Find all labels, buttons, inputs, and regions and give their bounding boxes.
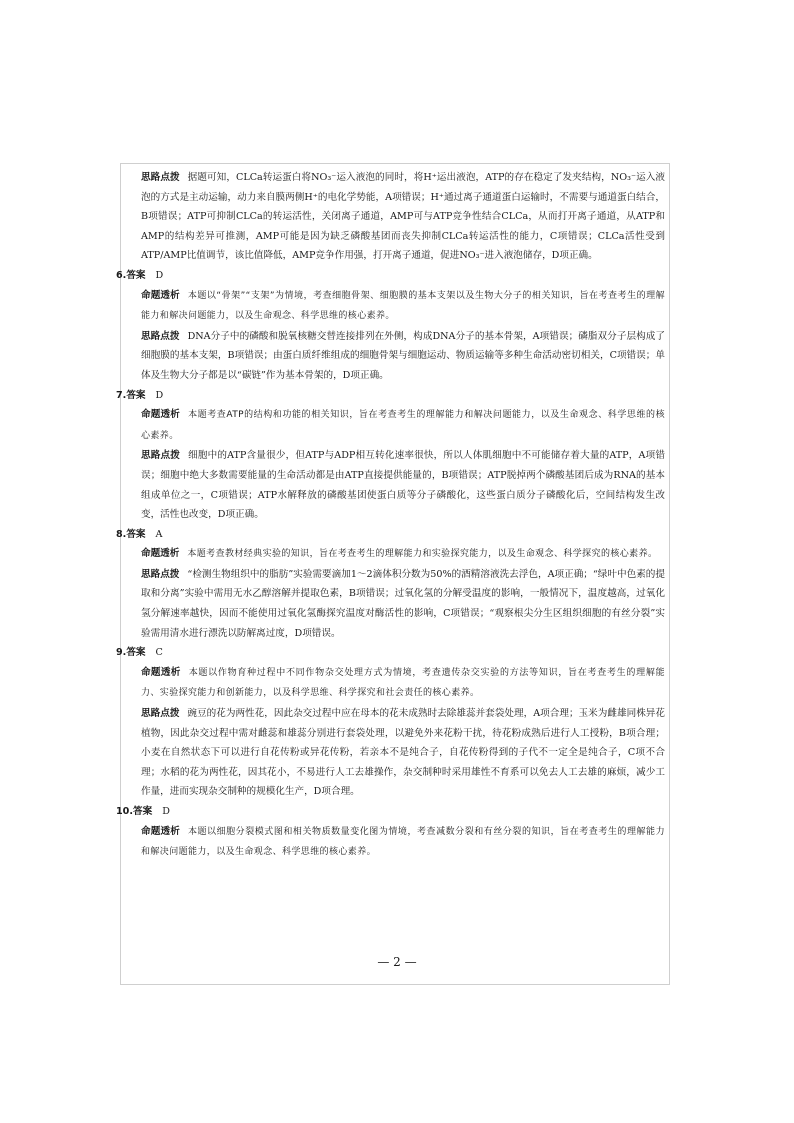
question-number: 7. bbox=[116, 389, 127, 401]
answer-value: D bbox=[162, 806, 170, 817]
analysis-paragraph bbox=[141, 286, 665, 327]
explanation-paragraph bbox=[141, 565, 665, 643]
block-label: 思路点拨 bbox=[141, 172, 180, 183]
question-number: 6. bbox=[116, 269, 127, 281]
block-text: 本题以“骨架”“支架”为情境，考查细胞骨架、细胞膜的基本支架以及生物大分子的相关知识，旨在考查考生的理解能力和解决问题能力，以及生命观念、科学思维的核心素养。 bbox=[141, 290, 666, 322]
answer-row bbox=[116, 386, 665, 406]
block-label: 思路点拨 bbox=[141, 330, 180, 342]
answer-label: 答案 bbox=[133, 806, 153, 817]
block-text: 本题以作物育种过程中不同作物杂交处理方式为情境，考查遗传杂交实验的方法等知识，旨在考查考生的理解能力、实验探究能力和创新能力，以及科学思维、科学探究和社会责任的核心素养。 bbox=[141, 667, 665, 699]
analysis-paragraph bbox=[141, 544, 665, 565]
block-label: 命题透析 bbox=[141, 548, 180, 560]
answer-content bbox=[116, 168, 666, 863]
explanation-paragraph bbox=[141, 446, 665, 524]
answer-label: 答案 bbox=[126, 269, 146, 281]
block-label: 命题透析 bbox=[141, 666, 181, 678]
explanation-paragraph bbox=[141, 168, 665, 266]
analysis-paragraph bbox=[141, 822, 665, 863]
question-number: 8. bbox=[116, 528, 127, 540]
block-text: “检测生物组织中的脂肪”实验需要滴加1～2滴体积分数为50%的酒精溶液洗去浮色，A项正确；“绿叶中色素的提取和分离”实验中需用无水乙醇溶解并提取色素，B项错误；过氧化氢的分解受温度的影响，一般情况下，温度越高，过氧化氢分解速率越快，因而不能使用过氧化氢酶探究温度对酶活性的影响，C项错误；“观察根尖分生区组织细胞的有丝分裂”实验需用清水进行漂洗以防解离过度，D项错误。 bbox=[141, 568, 665, 639]
answer-value: D bbox=[155, 389, 164, 401]
answer-row bbox=[116, 266, 665, 286]
block-label: 命题透析 bbox=[141, 289, 180, 301]
answer-label: 答案 bbox=[126, 389, 146, 401]
answer-value: A bbox=[155, 528, 163, 540]
block-label: 思路点拨 bbox=[141, 568, 180, 580]
block-label: 命题透析 bbox=[141, 825, 180, 837]
block-text: 细胞中的ATP含量很少，但ATP与ADP相互转化速率很快，所以人体肌细胞中不可能储存着大量的ATP，A项错误；细胞中绝大多数需要能量的生命活动都是由ATP直接提供能量的，B项错误；ATP脱掉两个磷酸基团后成为RNA的基本组成单位之一，C项错误；ATP水解释放的磷酸基团使蛋白质等分子磷酸化，这些蛋白质分子磷酸化后，空间结构发生改变，活性也改变，D项正确。 bbox=[141, 450, 666, 521]
page-number: — 2 — bbox=[377, 955, 417, 969]
block-text: 豌豆的花为两性花，因此杂交过程中应在母本的花未成熟时去除雄蕊并套袋处理，A项合理；玉米为雌雄同株异花植物，因此杂交过程中需对雌蕊和雄蕊分别进行套袋处理，以避免外来花粉干扰，待花粉成熟后进行人工授粉，B项合理；小麦在自然状态下可以进行自花传粉或异花传粉，若亲本不是纯合子，自花传粉得到的子代不一定全是纯合子，C项不合理；水稻的花为两性花，因其花小，不易进行人工去雄操作，杂交制种时采用雄性不育系可以免去人工去雄的麻烦，减少工作量，进而实现杂交制种的规模化生产，D项合理。 bbox=[141, 708, 665, 798]
question-number: 10. bbox=[116, 806, 133, 817]
block-label: 思路点拨 bbox=[141, 708, 180, 720]
answer-row bbox=[116, 802, 665, 822]
answer-row bbox=[116, 525, 665, 545]
question-number: 9. bbox=[116, 647, 127, 659]
block-label: 命题透析 bbox=[141, 409, 181, 421]
explanation-paragraph bbox=[141, 704, 665, 802]
block-text: 本题以细胞分裂模式图和相关物质数量变化图为情境，考查减数分裂和有丝分裂的知识，旨在考查考生的理解能力和解决问题能力，以及生命观念、科学思维的核心素养。 bbox=[141, 826, 665, 858]
block-text: DNA分子中的磷酸和脱氧核糖交替连接排列在外侧，构成DNA分子的基本骨架，A项错误；磷脂双分子层构成了细胞膜的基本支架，B项错误；由蛋白质纤维组成的细胞骨架与细胞运动、物质运输等多种生命活动密切相关，C项错误；单体及生物大分子都是以“碳链”作为基本骨架的，D项正确。 bbox=[141, 330, 665, 381]
explanation-paragraph bbox=[141, 327, 665, 386]
answer-label: 答案 bbox=[126, 528, 146, 540]
answer-label: 答案 bbox=[126, 647, 146, 659]
answer-row bbox=[116, 643, 665, 663]
analysis-paragraph bbox=[141, 663, 665, 704]
answer-value: D bbox=[155, 269, 164, 281]
block-text: 据题可知，CLCa转运蛋白将NO₃⁻运入液泡的同时，将H⁺运出液泡，ATP的存在稳定了发夹结构，NO₃⁻运入液泡的方式是主动运输，动力来自膜两侧H⁺的电化学势能，A项错误；H⁺通过离子通道蛋白运输时，不需要与通道蛋白结合，B项错误；ATP可抑制CLCa的转运活性，关闭离子通道，AMP可与ATP竞争性结合CLCa，从而打开离子通道，从ATP和AMP的结构差异可推测，AMP可能是因为缺乏磷酸基团而丧失抑制CLCa转运活性的能力，C项错误；CLCa活性受到ATP/AMP比值调节，该比值降低，AMP竞争作用强，打开离子通道，促进NO₃⁻进入液泡储存，D项正确。 bbox=[141, 172, 665, 262]
block-text: 本题考查教材经典实验的知识，旨在考查考生的理解能力和实验探究能力，以及生命观念、科学探究的核心素养。 bbox=[187, 549, 658, 560]
answer-value: C bbox=[155, 647, 163, 659]
analysis-paragraph bbox=[141, 405, 665, 446]
block-label: 思路点拨 bbox=[141, 450, 181, 462]
block-text: 本题考查ATP的结构和功能的相关知识，旨在考查考生的理解能力和解决问题能力，以及生命观念、科学思维的核心素养。 bbox=[141, 410, 665, 441]
